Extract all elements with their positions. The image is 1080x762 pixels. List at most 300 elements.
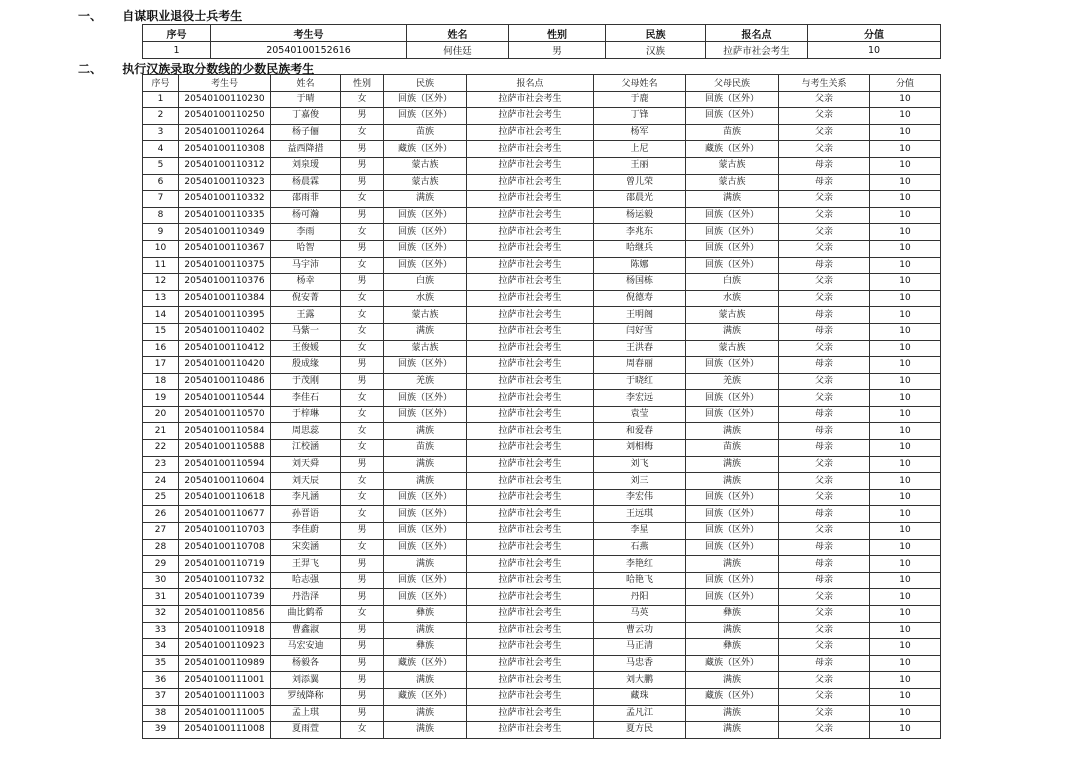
table-cell: 10 bbox=[870, 423, 941, 440]
table-cell: 满族 bbox=[384, 622, 467, 639]
table-row bbox=[143, 589, 941, 606]
section2-table-body bbox=[143, 91, 941, 738]
section2-number: 二、 bbox=[78, 62, 103, 76]
table-cell: 马紫一 bbox=[271, 323, 341, 340]
table-cell: 父亲 bbox=[779, 390, 870, 407]
table-cell: 21 bbox=[143, 423, 179, 440]
table-cell: 26 bbox=[143, 506, 179, 523]
table-cell: 满族 bbox=[384, 423, 467, 440]
table-cell: 杨军 bbox=[594, 124, 686, 141]
table-cell: 10 bbox=[870, 406, 941, 423]
table-cell: 满族 bbox=[686, 556, 779, 573]
table-cell: 回族（区外） bbox=[384, 357, 467, 374]
table-cell: 拉萨市社会考生 bbox=[467, 622, 594, 639]
table-cell: 拉萨市社会考生 bbox=[467, 456, 594, 473]
header-cell: 姓名 bbox=[271, 75, 341, 92]
table-cell: 父亲 bbox=[779, 456, 870, 473]
table-cell: 和爱春 bbox=[594, 423, 686, 440]
table-cell: 闫好雪 bbox=[594, 323, 686, 340]
table-cell: 20540100110395 bbox=[179, 307, 271, 324]
table-cell: 母亲 bbox=[779, 556, 870, 573]
table-cell: 20540100110230 bbox=[179, 91, 271, 108]
table-cell: 10 bbox=[870, 108, 941, 125]
table-cell: 父亲 bbox=[779, 207, 870, 224]
table-cell: 16 bbox=[143, 340, 179, 357]
table-cell: 满族 bbox=[384, 722, 467, 739]
table-cell: 哈志强 bbox=[271, 572, 341, 589]
table-cell: 36 bbox=[143, 672, 179, 689]
table-cell: 39 bbox=[143, 722, 179, 739]
table-cell: 父亲 bbox=[779, 91, 870, 108]
table-cell: 白族 bbox=[686, 274, 779, 291]
table-cell: 女 bbox=[341, 224, 384, 241]
table-cell: 蒙古族 bbox=[384, 307, 467, 324]
table-cell: 蒙古族 bbox=[384, 340, 467, 357]
header-cell: 性别 bbox=[341, 75, 384, 92]
table-cell: 34 bbox=[143, 639, 179, 656]
table-cell: 10 bbox=[870, 539, 941, 556]
table-cell: 女 bbox=[341, 473, 384, 490]
table-cell: 苗族 bbox=[384, 124, 467, 141]
table-cell: 男 bbox=[341, 157, 384, 174]
table-cell: 男 bbox=[341, 705, 384, 722]
table-cell: 父亲 bbox=[779, 240, 870, 257]
table-cell: 李宏伟 bbox=[594, 489, 686, 506]
table-cell: 拉萨市社会考生 bbox=[467, 489, 594, 506]
table-row bbox=[143, 390, 941, 407]
table-cell: 女 bbox=[341, 606, 384, 623]
table-cell: 母亲 bbox=[779, 406, 870, 423]
table-cell: 15 bbox=[143, 323, 179, 340]
table-cell: 10 bbox=[870, 440, 941, 457]
table-cell: 刘三 bbox=[594, 473, 686, 490]
section2-header-row bbox=[143, 75, 941, 92]
table-cell: 20540100110588 bbox=[179, 440, 271, 457]
table-cell: 回族（区外） bbox=[384, 572, 467, 589]
table-cell: 父亲 bbox=[779, 622, 870, 639]
table-cell: 10 bbox=[870, 390, 941, 407]
table-row bbox=[143, 556, 941, 573]
table-row bbox=[143, 606, 941, 623]
table-cell: 1 bbox=[143, 42, 211, 59]
table-cell: 父亲 bbox=[779, 489, 870, 506]
table-row bbox=[143, 42, 941, 59]
table-cell: 拉萨市社会考生 bbox=[467, 124, 594, 141]
table-cell: 10 bbox=[870, 191, 941, 208]
table-cell: 22 bbox=[143, 440, 179, 457]
table-cell: 周春丽 bbox=[594, 357, 686, 374]
table-cell: 拉萨市社会考生 bbox=[467, 207, 594, 224]
table-cell: 10 bbox=[870, 572, 941, 589]
table-cell: 回族（区外） bbox=[384, 108, 467, 125]
table-cell: 父亲 bbox=[779, 639, 870, 656]
table-cell: 20540100110375 bbox=[179, 257, 271, 274]
table-cell: 李凡涵 bbox=[271, 489, 341, 506]
table-cell: 上尼 bbox=[594, 141, 686, 158]
table-row bbox=[143, 257, 941, 274]
header-cell: 姓名 bbox=[407, 25, 509, 42]
table-row bbox=[143, 224, 941, 241]
table-cell: 20540100110486 bbox=[179, 373, 271, 390]
table-cell: 20540100110376 bbox=[179, 274, 271, 291]
table-cell: 倪德寿 bbox=[594, 290, 686, 307]
table-cell: 拉萨市社会考生 bbox=[467, 174, 594, 191]
table-cell: 母亲 bbox=[779, 572, 870, 589]
table-cell: 石燕 bbox=[594, 539, 686, 556]
table-cell: 杨运毅 bbox=[594, 207, 686, 224]
table-cell: 苗族 bbox=[384, 440, 467, 457]
table-cell: 蒙古族 bbox=[686, 174, 779, 191]
table-cell: 10 bbox=[870, 323, 941, 340]
table-cell: 10 bbox=[870, 307, 941, 324]
table-cell: 回族（区外） bbox=[384, 257, 467, 274]
table-cell: 20540100110856 bbox=[179, 606, 271, 623]
table-cell: 拉萨市社会考生 bbox=[467, 307, 594, 324]
table-cell: 回族（区外） bbox=[384, 390, 467, 407]
table-cell: 33 bbox=[143, 622, 179, 639]
table-cell: 2 bbox=[143, 108, 179, 125]
table-cell: 10 bbox=[870, 456, 941, 473]
table-cell: 母亲 bbox=[779, 539, 870, 556]
table-cell: 拉萨市社会考生 bbox=[467, 672, 594, 689]
table-cell: 20540100110918 bbox=[179, 622, 271, 639]
table-cell: 马忠香 bbox=[594, 655, 686, 672]
table-row bbox=[143, 108, 941, 125]
table-cell: 20540100110420 bbox=[179, 357, 271, 374]
table-cell: 杨可瀚 bbox=[271, 207, 341, 224]
table-cell: 父亲 bbox=[779, 672, 870, 689]
table-cell: 满族 bbox=[686, 672, 779, 689]
table-row bbox=[143, 207, 941, 224]
table-cell: 回族（区外） bbox=[686, 357, 779, 374]
table-cell: 20540100110708 bbox=[179, 539, 271, 556]
table-cell: 刘飞 bbox=[594, 456, 686, 473]
table-row bbox=[143, 456, 941, 473]
table-cell: 女 bbox=[341, 423, 384, 440]
table-cell: 拉萨市社会考生 bbox=[467, 556, 594, 573]
table-cell: 曲比鹤希 bbox=[271, 606, 341, 623]
table-cell: 彝族 bbox=[384, 639, 467, 656]
table-cell: 李雨 bbox=[271, 224, 341, 241]
table-cell: 满族 bbox=[686, 191, 779, 208]
table-cell: 父亲 bbox=[779, 705, 870, 722]
table-cell: 拉萨市社会考生 bbox=[467, 539, 594, 556]
table-cell: 拉萨市社会考生 bbox=[467, 473, 594, 490]
table-cell: 满族 bbox=[384, 323, 467, 340]
table-cell: 满族 bbox=[686, 705, 779, 722]
table-cell: 夏方民 bbox=[594, 722, 686, 739]
table-cell: 苗族 bbox=[686, 440, 779, 457]
table-cell: 蒙古族 bbox=[686, 307, 779, 324]
table-cell: 藏族（区外） bbox=[384, 655, 467, 672]
table-cell: 哈艳飞 bbox=[594, 572, 686, 589]
table-cell: 拉萨市社会考生 bbox=[467, 340, 594, 357]
table-cell: 李艳红 bbox=[594, 556, 686, 573]
table-cell: 刘大鹏 bbox=[594, 672, 686, 689]
table-cell: 满族 bbox=[686, 323, 779, 340]
table-cell: 20540100110264 bbox=[179, 124, 271, 141]
header-cell: 序号 bbox=[143, 25, 211, 42]
table-cell: 男 bbox=[341, 589, 384, 606]
table-cell: 拉萨市社会考生 bbox=[467, 357, 594, 374]
table-cell: 拉萨市社会考生 bbox=[467, 224, 594, 241]
table-cell: 白族 bbox=[384, 274, 467, 291]
section1-header-row bbox=[143, 25, 941, 42]
table-cell: 20540100110384 bbox=[179, 290, 271, 307]
table-cell: 拉萨市社会考生 bbox=[467, 141, 594, 158]
table-cell: 7 bbox=[143, 191, 179, 208]
table-cell: 男 bbox=[341, 622, 384, 639]
table-cell: 马英 bbox=[594, 606, 686, 623]
table-cell: 14 bbox=[143, 307, 179, 324]
table-cell: 满族 bbox=[384, 473, 467, 490]
table-cell: 李兆东 bbox=[594, 224, 686, 241]
table-cell: 王远琪 bbox=[594, 506, 686, 523]
table-cell: 回族（区外） bbox=[686, 224, 779, 241]
table-cell: 于晓红 bbox=[594, 373, 686, 390]
table-cell: 拉萨市社会考生 bbox=[467, 440, 594, 457]
table-cell: 10 bbox=[870, 722, 941, 739]
table-row bbox=[143, 141, 941, 158]
table-cell: 10 bbox=[143, 240, 179, 257]
table-cell: 拉萨市社会考生 bbox=[467, 572, 594, 589]
table-cell: 10 bbox=[870, 705, 941, 722]
table-cell: 女 bbox=[341, 323, 384, 340]
table-cell: 5 bbox=[143, 157, 179, 174]
header-cell: 报名点 bbox=[706, 25, 808, 42]
table-cell: 回族（区外） bbox=[384, 523, 467, 540]
table-cell: 20540100110312 bbox=[179, 157, 271, 174]
table-cell: 4 bbox=[143, 141, 179, 158]
header-cell: 父母民族 bbox=[686, 75, 779, 92]
table-cell: 回族（区外） bbox=[384, 489, 467, 506]
table-cell: 宋奕涵 bbox=[271, 539, 341, 556]
table-cell: 丹浩泽 bbox=[271, 589, 341, 606]
table-cell: 35 bbox=[143, 655, 179, 672]
table-cell: 男 bbox=[341, 357, 384, 374]
section2-table bbox=[142, 74, 941, 739]
table-row bbox=[143, 572, 941, 589]
table-cell: 28 bbox=[143, 539, 179, 556]
table-cell: 男 bbox=[341, 373, 384, 390]
table-cell: 拉萨市社会考生 bbox=[467, 423, 594, 440]
table-cell: 37 bbox=[143, 688, 179, 705]
table-cell: 李佳蔚 bbox=[271, 523, 341, 540]
table-row bbox=[143, 423, 941, 440]
table-cell: 拉萨市社会考生 bbox=[467, 323, 594, 340]
table-cell: 父亲 bbox=[779, 274, 870, 291]
table-cell: 拉萨市社会考生 bbox=[467, 157, 594, 174]
table-cell: 拉萨市社会考生 bbox=[467, 722, 594, 739]
table-cell: 满族 bbox=[686, 456, 779, 473]
table-cell: 拉萨市社会考生 bbox=[467, 390, 594, 407]
table-cell: 20540100110323 bbox=[179, 174, 271, 191]
table-cell: 回族（区外） bbox=[686, 257, 779, 274]
table-cell: 23 bbox=[143, 456, 179, 473]
table-cell: 母亲 bbox=[779, 440, 870, 457]
table-cell: 彝族 bbox=[686, 639, 779, 656]
header-cell: 父母姓名 bbox=[594, 75, 686, 92]
table-cell: 刘泉瑷 bbox=[271, 157, 341, 174]
table-cell: 回族（区外） bbox=[384, 207, 467, 224]
table-cell: 周思蕊 bbox=[271, 423, 341, 440]
table-cell: 满族 bbox=[384, 672, 467, 689]
table-cell: 父亲 bbox=[779, 473, 870, 490]
table-cell: 女 bbox=[341, 191, 384, 208]
table-cell: 邵晨光 bbox=[594, 191, 686, 208]
header-cell: 分值 bbox=[808, 25, 941, 42]
table-row bbox=[143, 323, 941, 340]
table-cell: 男 bbox=[341, 456, 384, 473]
table-cell: 20540100110335 bbox=[179, 207, 271, 224]
table-cell: 杨毅各 bbox=[271, 655, 341, 672]
table-cell: 拉萨市社会考生 bbox=[467, 606, 594, 623]
table-row bbox=[143, 340, 941, 357]
table-cell: 10 bbox=[870, 357, 941, 374]
table-cell: 回族（区外） bbox=[686, 91, 779, 108]
table-cell: 10 bbox=[870, 622, 941, 639]
section1-table bbox=[142, 24, 941, 59]
header-cell: 考生号 bbox=[179, 75, 271, 92]
table-cell: 刘相梅 bbox=[594, 440, 686, 457]
table-cell: 丁锋 bbox=[594, 108, 686, 125]
table-cell: 父亲 bbox=[779, 373, 870, 390]
table-cell: 女 bbox=[341, 124, 384, 141]
table-cell: 何佳廷 bbox=[407, 42, 509, 59]
table-cell: 男 bbox=[341, 207, 384, 224]
table-cell: 拉萨市社会考生 bbox=[467, 705, 594, 722]
table-cell: 母亲 bbox=[779, 655, 870, 672]
table-cell: 10 bbox=[870, 523, 941, 540]
table-cell: 10 bbox=[870, 606, 941, 623]
table-cell: 母亲 bbox=[779, 157, 870, 174]
table-row bbox=[143, 639, 941, 656]
table-cell: 女 bbox=[341, 406, 384, 423]
table-cell: 藏族（区外） bbox=[384, 141, 467, 158]
table-cell: 父亲 bbox=[779, 722, 870, 739]
table-cell: 女 bbox=[341, 91, 384, 108]
table-cell: 25 bbox=[143, 489, 179, 506]
table-cell: 于鹿 bbox=[594, 91, 686, 108]
table-cell: 陈娜 bbox=[594, 257, 686, 274]
table-cell: 31 bbox=[143, 589, 179, 606]
table-row bbox=[143, 373, 941, 390]
table-cell: 男 bbox=[341, 240, 384, 257]
table-cell: 10 bbox=[870, 340, 941, 357]
table-cell: 10 bbox=[870, 157, 941, 174]
table-cell: 20 bbox=[143, 406, 179, 423]
table-cell: 20540100110719 bbox=[179, 556, 271, 573]
table-cell: 母亲 bbox=[779, 357, 870, 374]
table-cell: 拉萨市社会考生 bbox=[467, 108, 594, 125]
table-cell: 拉萨市社会考生 bbox=[467, 191, 594, 208]
table-cell: 回族（区外） bbox=[384, 240, 467, 257]
table-cell: 回族（区外） bbox=[686, 506, 779, 523]
table-cell: 李星 bbox=[594, 523, 686, 540]
table-cell: 20540100110923 bbox=[179, 639, 271, 656]
table-cell: 20540100110367 bbox=[179, 240, 271, 257]
table-cell: 回族（区外） bbox=[686, 589, 779, 606]
table-cell: 20540100110544 bbox=[179, 390, 271, 407]
header-cell: 分值 bbox=[870, 75, 941, 92]
table-cell: 满族 bbox=[686, 423, 779, 440]
table-cell: 母亲 bbox=[779, 323, 870, 340]
table-cell: 杨国栋 bbox=[594, 274, 686, 291]
table-row bbox=[143, 688, 941, 705]
table-cell: 11 bbox=[143, 257, 179, 274]
table-cell: 父亲 bbox=[779, 688, 870, 705]
table-cell: 女 bbox=[341, 539, 384, 556]
table-cell: 水族 bbox=[384, 290, 467, 307]
table-cell: 丁嘉俊 bbox=[271, 108, 341, 125]
header-cell: 报名点 bbox=[467, 75, 594, 92]
table-cell: 10 bbox=[870, 655, 941, 672]
table-cell: 刘天舜 bbox=[271, 456, 341, 473]
table-cell: 10 bbox=[870, 91, 941, 108]
table-row bbox=[143, 539, 941, 556]
table-cell: 满族 bbox=[686, 622, 779, 639]
table-cell: 3 bbox=[143, 124, 179, 141]
table-cell: 20540100111001 bbox=[179, 672, 271, 689]
table-row bbox=[143, 290, 941, 307]
table-cell: 马宏安迪 bbox=[271, 639, 341, 656]
table-cell: 10 bbox=[870, 257, 941, 274]
table-cell: 李宏远 bbox=[594, 390, 686, 407]
table-row bbox=[143, 406, 941, 423]
table-cell: 10 bbox=[870, 589, 941, 606]
table-cell: 彝族 bbox=[686, 606, 779, 623]
table-cell: 益西降措 bbox=[271, 141, 341, 158]
table-cell: 拉萨市社会考生 bbox=[467, 506, 594, 523]
table-cell: 倪安菁 bbox=[271, 290, 341, 307]
table-cell: 10 bbox=[870, 224, 941, 241]
table-cell: 王俊媛 bbox=[271, 340, 341, 357]
table-cell: 水族 bbox=[686, 290, 779, 307]
table-row bbox=[143, 506, 941, 523]
table-cell: 10 bbox=[870, 489, 941, 506]
table-row bbox=[143, 307, 941, 324]
table-cell: 满族 bbox=[686, 473, 779, 490]
table-cell: 回族（区外） bbox=[384, 539, 467, 556]
section1-heading bbox=[78, 7, 242, 24]
table-cell: 女 bbox=[341, 390, 384, 407]
table-cell: 1 bbox=[143, 91, 179, 108]
table-row bbox=[143, 174, 941, 191]
table-row bbox=[143, 672, 941, 689]
table-row bbox=[143, 440, 941, 457]
table-cell: 女 bbox=[341, 722, 384, 739]
table-cell: 拉萨市社会考生 bbox=[467, 373, 594, 390]
table-cell: 拉萨市社会考生 bbox=[467, 655, 594, 672]
table-cell: 10 bbox=[870, 373, 941, 390]
table-cell: 母亲 bbox=[779, 307, 870, 324]
table-cell: 20540100110332 bbox=[179, 191, 271, 208]
table-cell: 20540100110308 bbox=[179, 141, 271, 158]
table-cell: 男 bbox=[341, 108, 384, 125]
table-cell: 父亲 bbox=[779, 290, 870, 307]
table-cell: 10 bbox=[870, 639, 941, 656]
table-cell: 38 bbox=[143, 705, 179, 722]
table-cell: 男 bbox=[341, 556, 384, 573]
table-cell: 10 bbox=[870, 274, 941, 291]
table-cell: 藏族（区外） bbox=[686, 141, 779, 158]
table-cell: 回族（区外） bbox=[686, 390, 779, 407]
table-cell: 10 bbox=[870, 174, 941, 191]
table-cell: 20540100110402 bbox=[179, 323, 271, 340]
table-cell: 哈智 bbox=[271, 240, 341, 257]
table-cell: 杨子俪 bbox=[271, 124, 341, 141]
header-cell: 民族 bbox=[384, 75, 467, 92]
